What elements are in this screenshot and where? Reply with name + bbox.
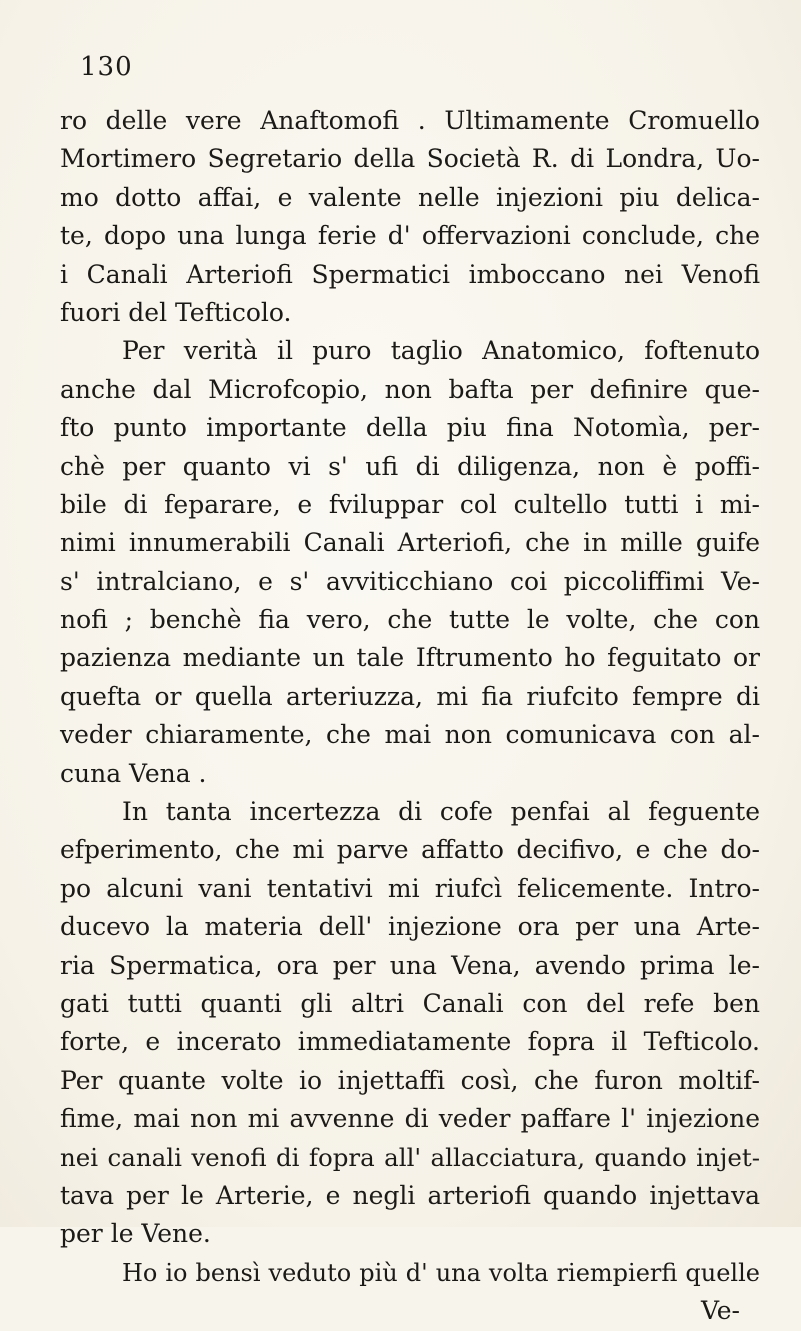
text-line: nofi ; benchè fia vero, che tutte le volte, che con xyxy=(60,605,760,635)
catchword: Ve- xyxy=(700,1296,740,1326)
text-line: bile di feparare, e fviluppar col cultello tutti i mi- xyxy=(60,489,760,519)
text-line: nei canali venofi di fopra all' allacciatura, quando injet- xyxy=(60,1142,760,1172)
text-line: veder chiaramente, che mai non comunicava con al- xyxy=(60,720,760,750)
text-line: mo dotto affai, e valente nelle injezioni piu delica- xyxy=(60,182,760,212)
text-line: In tanta incertezza di cofe penfai al feguente xyxy=(122,797,760,827)
text-line: fuori del Tefticolo. xyxy=(60,297,292,327)
body-text xyxy=(60,102,760,1331)
text-line: forte, e incerato immediatamente fopra il Tefticolo. xyxy=(60,1027,760,1057)
text-line: anche dal Microfcopio, non bafta per definire que- xyxy=(60,374,760,404)
text-line: po alcuni vani tentativi mi riufcì felicemente. Intro- xyxy=(60,873,760,903)
text-line: efperimento, che mi parve affatto decifivo, e che do- xyxy=(60,835,760,865)
text-line: gati tutti quanti gli altri Canali con del refe ben xyxy=(60,988,760,1018)
text-line: ducevo la materia dell' injezione ora per una Arte- xyxy=(60,912,760,942)
text-line: quefta or quella arteriuzza, mi fia riufcito fempre di xyxy=(60,681,760,711)
text-line: ria Spermatica, ora per una Vena, avendo prima le- xyxy=(60,950,760,980)
text-line: tava per le Arterie, e negli arteriofi quando injettava xyxy=(60,1180,760,1210)
text-line: per le Vene. xyxy=(60,1219,211,1249)
text-line: ro delle vere Anaftomofi . Ultimamente Cromuello xyxy=(60,106,760,135)
page-number: 130 xyxy=(80,52,133,82)
text-line: Per quante volte io injettaffi così, che furon moltif- xyxy=(60,1065,760,1095)
text-line: Mortimero Segretario della Società R. di Londra, Uo- xyxy=(60,144,760,174)
text-line: Per verità il puro taglio Anatomico, foftenuto xyxy=(122,336,760,366)
text-line: pazienza mediante un tale Iftrumento ho feguitato or xyxy=(60,643,760,673)
text-line: Ho io bensì veduto più d' una volta riempierfi quelle xyxy=(122,1258,760,1287)
text-line: te, dopo una lunga ferie d' offervazioni conclude, che xyxy=(60,221,760,251)
text-line: fto punto importante della piu fina Notomìa, per- xyxy=(60,413,760,443)
text-line: i Canali Arteriofi Spermatici imboccano nei Venofi xyxy=(60,259,760,289)
text-line: nimi innumerabili Canali Arteriofi, che in mille guife xyxy=(60,528,760,558)
text-line: s' intralciano, e s' avviticchiano coi piccoliffimi Ve- xyxy=(60,566,760,596)
text-line: chè per quanto vi s' ufi di diligenza, non è poffi- xyxy=(60,451,760,481)
text-line: fime, mai non mi avvenne di veder paffare l' injezione xyxy=(60,1104,760,1134)
text-line: cuna Vena . xyxy=(60,758,207,788)
